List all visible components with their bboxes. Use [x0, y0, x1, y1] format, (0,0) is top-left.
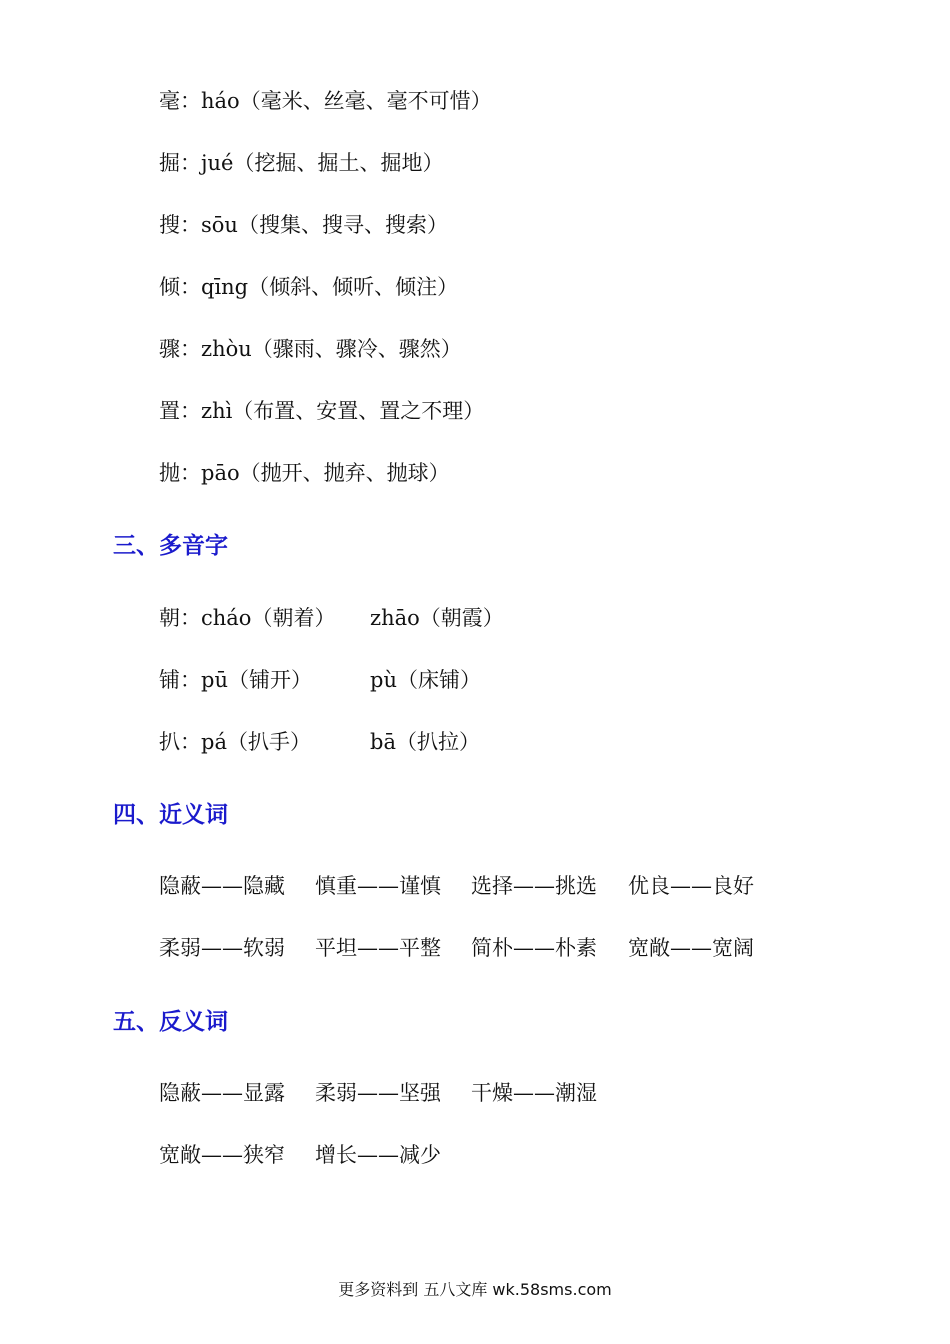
polyphonic-reading: zhāo（朝霞）	[370, 606, 504, 630]
vocab-line-hao: 毫：háo（毫米、丝毫、毫不可惜）	[159, 89, 492, 113]
synonym-pair: 优良——良好	[628, 874, 754, 898]
antonym-pair: 干燥——潮湿	[471, 1081, 597, 1105]
section-heading-polyphonic: 三、多音字	[113, 533, 228, 559]
polyphonic-row	[159, 665, 799, 695]
footer-source-note: 更多资料到 五八文库 wk.58sms.com	[338, 1280, 612, 1299]
polyphonic-reading: 铺：pū（铺开）	[159, 668, 312, 692]
vocab-line-sou: 搜：sōu（搜集、搜寻、搜索）	[159, 213, 448, 237]
synonym-row	[159, 933, 799, 963]
antonym-pair: 宽敞——狭窄	[159, 1143, 285, 1167]
vocab-line-qing: 倾：qīng（倾斜、倾听、倾注）	[159, 275, 459, 299]
vocab-line-zhou: 骤：zhòu（骤雨、骤冷、骤然）	[159, 337, 462, 361]
synonym-pair: 平坦——平整	[315, 936, 441, 960]
section-heading-antonyms: 五、反义词	[113, 1009, 228, 1035]
polyphonic-row	[159, 603, 799, 633]
polyphonic-reading: 朝：cháo（朝着）	[159, 606, 336, 630]
synonym-pair: 柔弱——软弱	[159, 936, 285, 960]
antonym-pair: 柔弱——坚强	[315, 1081, 441, 1105]
polyphonic-reading: pù（床铺）	[370, 668, 481, 692]
antonym-pair: 增长——减少	[315, 1143, 441, 1167]
antonym-row	[159, 1078, 799, 1108]
antonym-row	[159, 1140, 799, 1170]
synonym-pair: 慎重——谨慎	[315, 874, 441, 898]
polyphonic-row	[159, 727, 799, 757]
synonym-pair: 简朴——朴素	[471, 936, 597, 960]
vocab-line-pao: 抛：pāo（抛开、抛弃、抛球）	[159, 461, 450, 485]
synonym-row	[159, 871, 799, 901]
polyphonic-reading: bā（扒拉）	[370, 730, 480, 754]
section-heading-synonyms: 四、近义词	[113, 802, 228, 828]
synonym-pair: 宽敞——宽阔	[628, 936, 754, 960]
antonym-pair: 隐蔽——显露	[159, 1081, 285, 1105]
polyphonic-reading: 扒：pá（扒手）	[159, 730, 311, 754]
synonym-pair: 选择——挑选	[471, 874, 597, 898]
vocab-line-zhi: 置：zhì（布置、安置、置之不理）	[159, 399, 485, 423]
vocab-line-jue: 掘：jué（挖掘、掘土、掘地）	[159, 151, 444, 175]
synonym-pair: 隐蔽——隐藏	[159, 874, 285, 898]
